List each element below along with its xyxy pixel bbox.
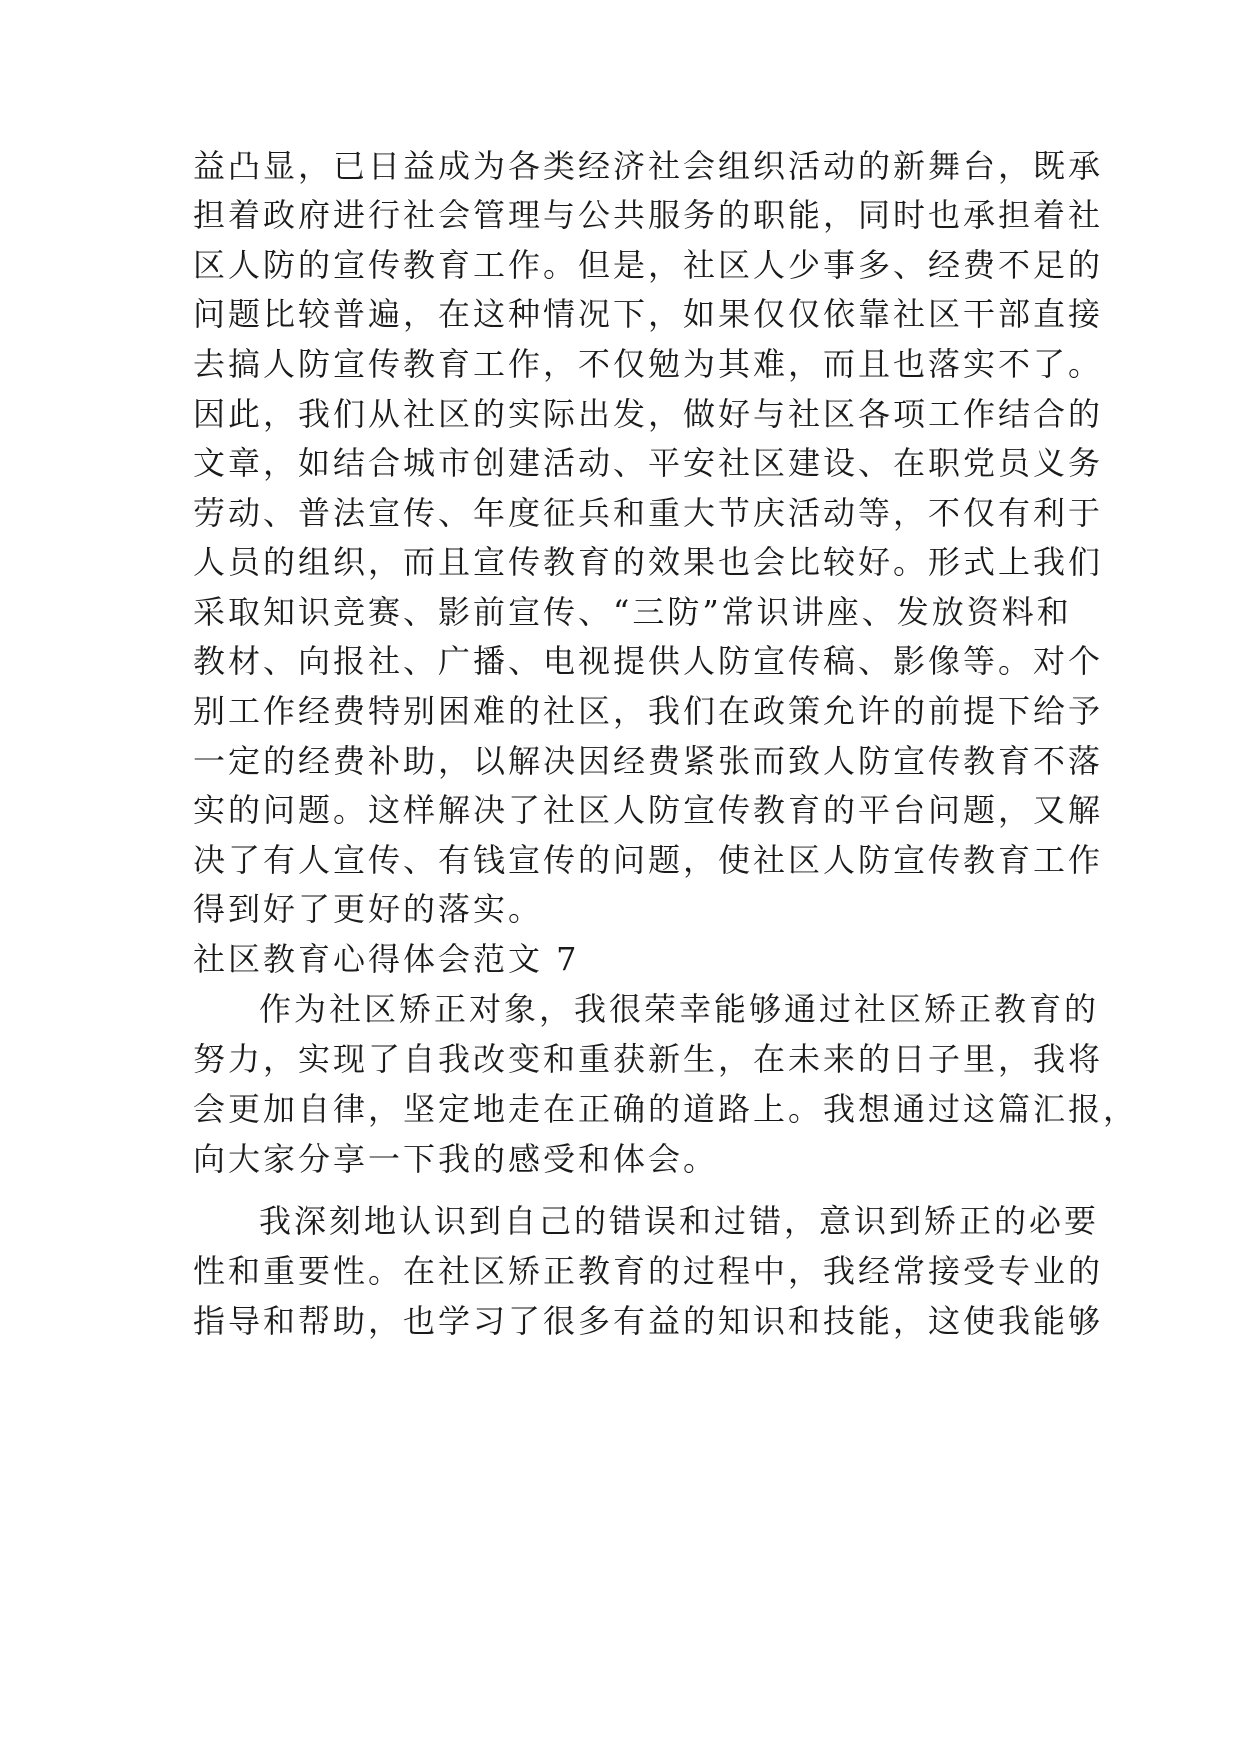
paragraph-line: 区人防的宣传教育工作。但是，社区人少事多、经费不足的 [193,246,1104,284]
paragraph-line: 得到好了更好的落实。 [193,890,544,928]
paragraph-line: 益凸显，已日益成为各类经济社会组织活动的新舞台，既承 [193,147,1104,185]
paragraph-line: 作为社区矫正对象，我很荣幸能够通过社区矫正教育的 [259,990,1100,1028]
paragraph-line: 人员的组织，而且宣传教育的效果也会比较好。形式上我们 [193,543,1104,581]
paragraph-line: 文章，如结合城市创建活动、平安社区建设、在职党员义务 [193,444,1104,482]
section-title: 社区教育心得体会范文 7 [193,940,580,978]
paragraph-line: 实的问题。这样解决了社区人防宣传教育的平台问题，又解 [193,791,1104,829]
paragraph-line: 我深刻地认识到自己的错误和过错，意识到矫正的必要 [259,1202,1100,1240]
paragraph-line: 性和重要性。在社区矫正教育的过程中，我经常接受专业的 [193,1252,1104,1290]
paragraph-line: 努力，实现了自我改变和重获新生，在未来的日子里，我将 [193,1040,1104,1078]
paragraph-line: 一定的经费补助，以解决因经费紧张而致人防宣传教育不落 [193,742,1104,780]
paragraph-line: 去搞人防宣传教育工作，不仅勉为其难，而且也落实不了。 [193,345,1104,383]
paragraph-line: 采取知识竞赛、影前宣传、“三防”常识讲座、发放资料和 [193,593,1072,631]
paragraph-line: 指导和帮助，也学习了很多有益的知识和技能，这使我能够 [193,1302,1104,1340]
paragraph-line: 问题比较普遍，在这种情况下，如果仅仅依靠社区干部直接 [193,295,1104,333]
paragraph-line: 决了有人宣传、有钱宣传的问题，使社区人防宣传教育工作 [193,841,1104,879]
paragraph-line: 因此，我们从社区的实际出发，做好与社区各项工作结合的 [193,395,1104,433]
paragraph-line: 别工作经费特别困难的社区，我们在政策允许的前提下给予 [193,692,1104,730]
paragraph-line: 劳动、普法宣传、年度征兵和重大节庆活动等，不仅有利于 [193,494,1104,532]
paragraph-line: 担着政府进行社会管理与公共服务的职能，同时也承担着社 [193,196,1104,234]
paragraph-line: 会更加自律，坚定地走在正确的道路上。我想通过这篇汇报， [193,1090,1139,1128]
paragraph-line: 教材、向报社、广播、电视提供人防宣传稿、影像等。对个 [193,642,1104,680]
paragraph-line: 向大家分享一下我的感受和体会。 [193,1140,719,1178]
